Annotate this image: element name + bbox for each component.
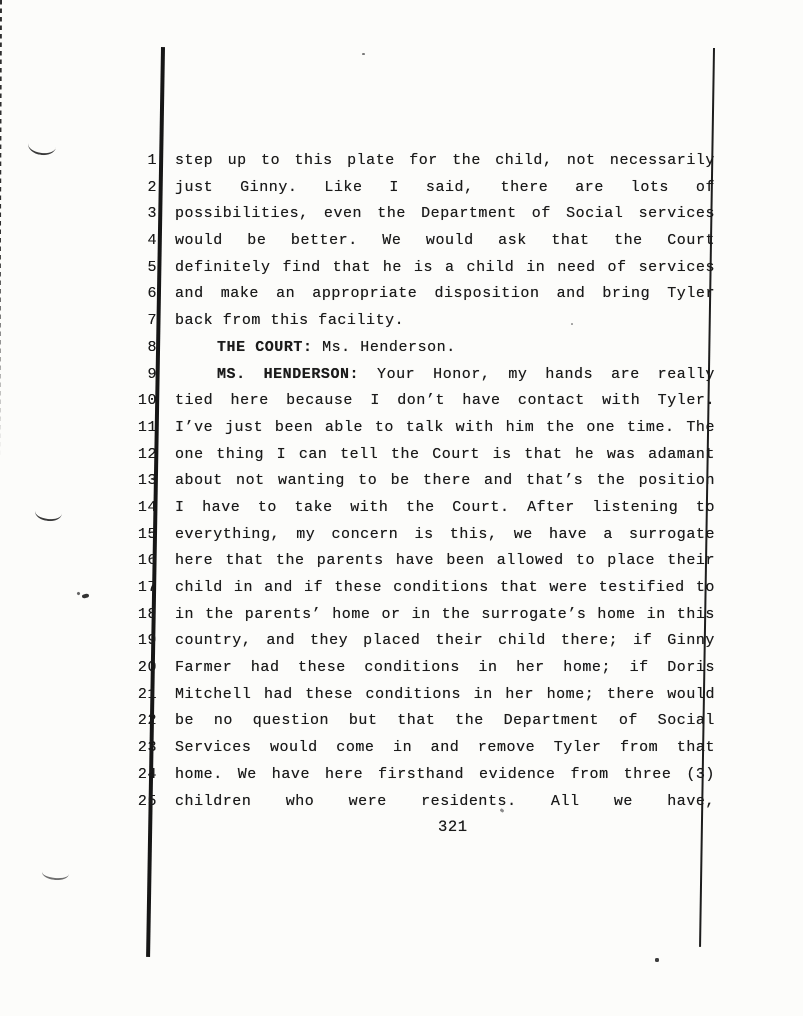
line-text <box>175 708 715 735</box>
line-content: in the parents’ home or in the surrogate’s home in this <box>175 605 715 623</box>
transcript-line <box>130 255 715 282</box>
line-content: back from this facility. <box>175 312 405 330</box>
transcript-line <box>130 468 715 495</box>
line-text <box>175 415 715 442</box>
transcript-line <box>130 789 715 816</box>
line-text <box>175 655 715 682</box>
line-number: 9 <box>147 365 157 383</box>
transcript-line <box>130 148 715 175</box>
transcript-line <box>130 442 715 469</box>
line-text <box>175 789 715 816</box>
line-text <box>175 148 715 175</box>
transcript-line <box>130 522 715 549</box>
line-number: 1 <box>147 152 157 169</box>
center-crease-dashed-line <box>0 0 2 913</box>
line-text <box>175 735 715 762</box>
transcript-line <box>130 388 715 415</box>
line-text <box>175 762 715 789</box>
line-text <box>175 308 715 335</box>
line-text <box>175 175 715 202</box>
line-content: and make an appropriate disposition and bring Tyler <box>175 285 715 303</box>
line-text <box>175 388 715 415</box>
transcript-line <box>130 495 715 522</box>
line-number: 10 <box>137 392 157 410</box>
line-number: 5 <box>147 258 157 276</box>
scan-speck <box>82 593 90 598</box>
line-number: 18 <box>137 605 157 623</box>
line-content: country, and they placed their child there; if Ginny <box>175 632 715 650</box>
line-number: 16 <box>137 552 157 570</box>
transcript-line <box>130 735 715 762</box>
line-content: Farmer had these conditions in her home; if Doris <box>175 659 715 677</box>
speaker-name: THE COURT: <box>217 338 313 356</box>
line-number: 13 <box>137 472 157 490</box>
line-number: 4 <box>147 232 157 250</box>
line-content: step up to this plate for the child, not necessarily <box>175 152 715 169</box>
scan-speck <box>655 958 659 962</box>
transcript-line <box>130 335 715 362</box>
line-number: 19 <box>137 632 157 650</box>
transcript-line <box>130 682 715 709</box>
line-text <box>175 522 715 549</box>
line-text <box>175 281 715 308</box>
transcript-line <box>130 628 715 655</box>
line-number: 25 <box>137 792 157 810</box>
line-content: definitely find that he is a child in need of services <box>175 258 715 276</box>
line-number: 14 <box>137 498 157 516</box>
line-number: 6 <box>147 285 157 303</box>
transcript-body <box>130 148 715 815</box>
line-number: 8 <box>147 338 157 356</box>
line-number: 2 <box>147 178 157 196</box>
binding-mark-bottom <box>41 865 69 881</box>
line-content: possibilities, even the Department of Social services <box>175 205 715 223</box>
line-text <box>175 201 715 228</box>
line-content: everything, my concern is this, we have a surrogate <box>175 525 715 543</box>
line-text <box>175 468 715 495</box>
speaker-name: MS. HENDERSON: <box>217 365 360 383</box>
line-content: Mitchell had these conditions in her home; there would <box>175 685 715 703</box>
line-number: 11 <box>137 418 157 436</box>
line-number: 24 <box>137 765 157 783</box>
line-number: 12 <box>137 445 157 463</box>
line-content: be no question but that the Department of Social <box>175 712 715 730</box>
line-text <box>175 362 715 389</box>
transcript-line <box>130 281 715 308</box>
transcript-line <box>130 228 715 255</box>
transcript-line <box>130 415 715 442</box>
binding-mark-top <box>27 134 57 157</box>
line-content: child in and if these conditions that were testified to <box>175 579 715 596</box>
line-text <box>175 335 715 362</box>
line-text <box>175 548 715 575</box>
line-content: tied here because I don’t have contact with Tyler. <box>175 392 715 410</box>
transcript-line <box>130 548 715 575</box>
transcript-line <box>130 201 715 228</box>
transcript-line <box>130 655 715 682</box>
line-content: one thing I can tell the Court is that he was adamant <box>175 445 715 463</box>
line-content: children who were residents. All we have, <box>175 792 715 810</box>
transcript-line <box>130 362 715 389</box>
line-number: 17 <box>137 579 157 596</box>
line-number: 3 <box>147 205 157 223</box>
transcript-line <box>130 308 715 335</box>
line-content: Ms. Henderson. <box>312 338 456 356</box>
binding-mark-middle <box>34 503 63 523</box>
line-number: 23 <box>137 739 157 757</box>
line-content: would be better. We would ask that the Court <box>175 232 715 250</box>
scan-speck <box>362 53 365 55</box>
page-number: 321 <box>438 818 468 836</box>
line-content: I have to take with the Court. After listening to <box>175 498 715 516</box>
line-text <box>175 602 715 629</box>
line-number: 15 <box>137 525 157 543</box>
line-text <box>175 255 715 282</box>
line-text <box>175 495 715 522</box>
line-number: 20 <box>137 659 157 677</box>
line-content: I’ve just been able to talk with him the one time. The <box>175 418 715 436</box>
scan-speck <box>76 591 80 595</box>
line-content: here that the parents have been allowed to place their <box>175 552 715 570</box>
transcript-line <box>130 708 715 735</box>
line-number: 21 <box>137 685 157 703</box>
line-number: 7 <box>147 312 157 330</box>
transcript-line <box>130 762 715 789</box>
line-text <box>175 682 715 709</box>
line-number: 22 <box>137 712 157 730</box>
line-text <box>175 228 715 255</box>
line-text <box>175 442 715 469</box>
transcript-line <box>130 602 715 629</box>
transcript-line <box>130 575 715 602</box>
transcript-line <box>130 175 715 202</box>
line-text <box>175 575 715 602</box>
line-content: Services would come in and remove Tyler from that <box>175 739 715 757</box>
line-content: Your Honor, my hands are really <box>359 365 715 383</box>
line-content: just Ginny. Like I said, there are lots of <box>175 178 715 196</box>
line-content: home. We have here firsthand evidence from three (3) <box>175 765 715 783</box>
line-content: about not wanting to be there and that’s the position <box>175 472 715 490</box>
line-text <box>175 628 715 655</box>
